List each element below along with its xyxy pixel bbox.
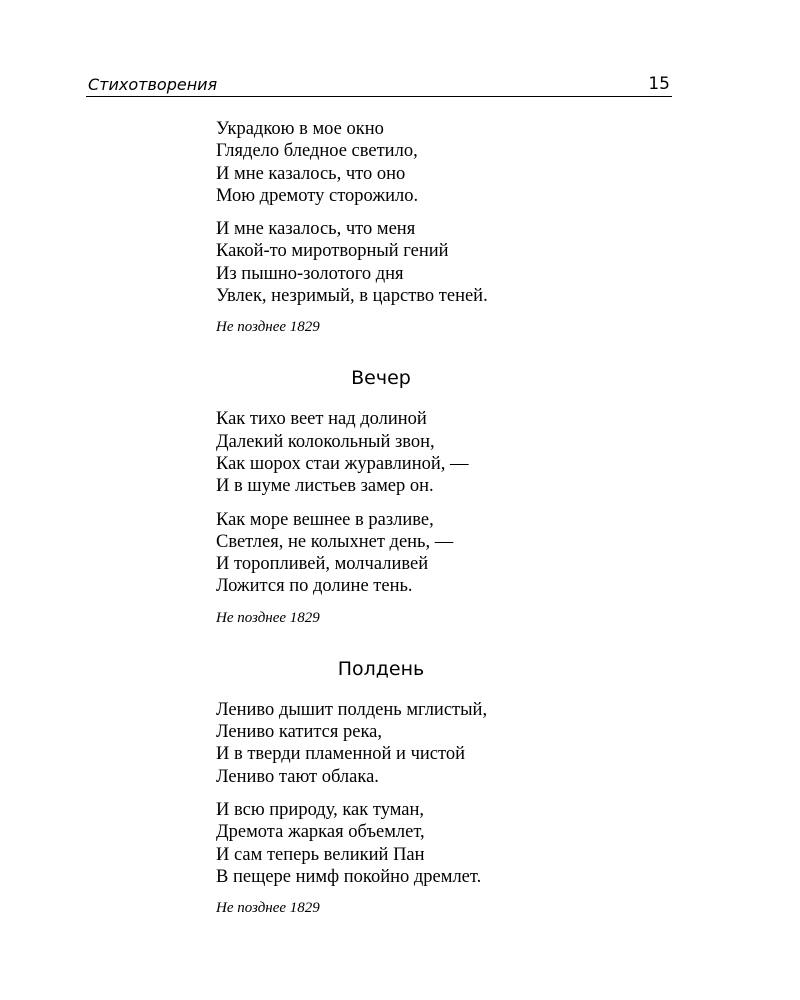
poem-date: Не позднее 1829	[216, 900, 320, 917]
verse-line: Лениво тают облака.	[216, 766, 379, 787]
stanza	[216, 408, 686, 497]
verse-line: Далекий колокольный звон,	[216, 431, 435, 452]
verse-line: И торопливей, молчаливей	[216, 554, 429, 575]
verse-line: И сам теперь великий Пан	[216, 844, 425, 865]
stanza	[216, 509, 686, 598]
poem-continued	[216, 118, 686, 336]
verse-line: И в тверди пламенной и чистой	[216, 744, 465, 765]
verse-line: Глядело бледное светило,	[216, 141, 418, 162]
stanza	[216, 118, 686, 207]
running-title: Стихотворения	[88, 75, 218, 94]
stanza	[216, 699, 686, 788]
verse-line: Ложится по долине тень.	[216, 576, 413, 597]
verse-line: И в шуме листьев замер он.	[216, 476, 434, 497]
verse-line: Как тихо веет над долиной	[216, 409, 427, 430]
poem-vecher	[216, 366, 686, 626]
poem-text-block	[216, 118, 686, 917]
verse-line: В пещере нимф покойно дремлет.	[216, 866, 482, 887]
verse-line: Дремота жаркая объемлет,	[216, 822, 425, 843]
verse-line: И мне казалось, что меня	[216, 219, 416, 240]
verse-line: И всю природу, как туман,	[216, 799, 425, 820]
verse-line: И мне казалось, что оно	[216, 163, 406, 184]
poem-title: Полдень	[337, 657, 425, 680]
verse-line: Лениво дышит полдень мглистый,	[216, 699, 488, 720]
verse-line: Как море вешнее в разливе,	[216, 509, 434, 530]
verse-line: Украдкою в мое окно	[216, 119, 384, 139]
verse-line: Как шорох стаи журавлиной, —	[216, 453, 469, 474]
verse-line: Из пышно-золотого дня	[216, 263, 404, 284]
verse-line: Лениво катится река,	[216, 722, 383, 743]
page-number: 15	[648, 74, 670, 94]
verse-line: Мою дремоту сторожило.	[216, 185, 419, 206]
verse-line: Светлея, не колыхнет день, —	[216, 531, 454, 552]
running-header	[86, 74, 672, 97]
verse-line: Увлек, незримый, в царство теней.	[216, 286, 488, 307]
poem-polden	[216, 657, 686, 917]
verse-line: Какой-то миротворный гений	[216, 241, 449, 262]
poem-title: Вечер	[351, 367, 411, 390]
poem-date: Не позднее 1829	[216, 319, 320, 336]
stanza	[216, 218, 686, 307]
poem-date: Не позднее 1829	[216, 609, 320, 626]
stanza	[216, 799, 686, 888]
